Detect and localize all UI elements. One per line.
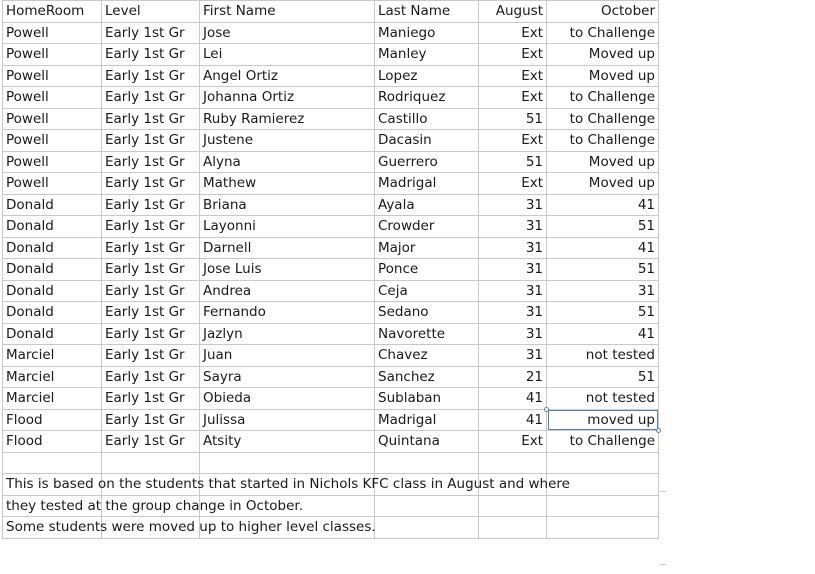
cell-homeroom[interactable]: Powell (3, 65, 102, 87)
cell-homeroom[interactable]: Donald (3, 323, 102, 345)
table-row (3, 431, 659, 453)
table-row (3, 302, 659, 324)
cell-level[interactable]: Early 1st Gr (102, 345, 200, 367)
empty-cell[interactable] (547, 452, 659, 474)
cell-october[interactable]: 51 (547, 366, 659, 388)
empty-cell[interactable] (375, 452, 479, 474)
cell-first-name[interactable]: Justene (200, 130, 375, 152)
cell-august[interactable]: 31 (479, 280, 547, 302)
cell-level[interactable]: Early 1st Gr (102, 216, 200, 238)
cell-august[interactable]: Ext (479, 130, 547, 152)
cell-level[interactable]: Early 1st Gr (102, 323, 200, 345)
cell-first-name[interactable]: Julissa (200, 409, 375, 431)
cell-first-name[interactable]: Briana (200, 194, 375, 216)
cell-august[interactable]: 31 (479, 259, 547, 281)
cell-homeroom[interactable]: Donald (3, 302, 102, 324)
cell-level[interactable]: Early 1st Gr (102, 409, 200, 431)
table-row (3, 194, 659, 216)
cell-last-name[interactable]: Ponce (375, 259, 479, 281)
cell-last-name[interactable]: Madrigal (375, 409, 479, 431)
cell-homeroom[interactable]: Powell (3, 173, 102, 195)
table-row (3, 173, 659, 195)
cell-homeroom[interactable]: Donald (3, 237, 102, 259)
cell-august[interactable]: 51 (479, 108, 547, 130)
header-cell-first-name[interactable]: First Name (200, 1, 375, 23)
note-row (3, 517, 659, 539)
table-row (3, 216, 659, 238)
cell-august[interactable]: 41 (479, 388, 547, 410)
cell-homeroom[interactable]: Donald (3, 216, 102, 238)
table-row (3, 259, 659, 281)
cell-level[interactable]: Early 1st Gr (102, 302, 200, 324)
cell-august[interactable]: 31 (479, 323, 547, 345)
cell-october[interactable]: Moved up (547, 44, 659, 66)
cell-last-name[interactable]: Crowder (375, 216, 479, 238)
cell-last-name[interactable]: Maniego (375, 22, 479, 44)
cell-last-name[interactable]: Major (375, 237, 479, 259)
empty-cell[interactable] (200, 452, 375, 474)
cell-last-name[interactable]: Ayala (375, 194, 479, 216)
cell-last-name[interactable]: Dacasin (375, 130, 479, 152)
cell-level[interactable]: Early 1st Gr (102, 22, 200, 44)
cell-october[interactable]: to Challenge (547, 22, 659, 44)
cell-october[interactable]: to Challenge (547, 108, 659, 130)
cell-october[interactable]: 41 (547, 237, 659, 259)
empty-cell[interactable] (479, 452, 547, 474)
cell-level[interactable]: Early 1st Gr (102, 388, 200, 410)
cell-level[interactable]: Early 1st Gr (102, 366, 200, 388)
empty-row (3, 452, 659, 474)
table-row (3, 108, 659, 130)
cell-last-name[interactable]: Navorette (375, 323, 479, 345)
header-cell-homeroom[interactable]: HomeRoom (3, 1, 102, 23)
cell-october[interactable]: not tested (547, 345, 659, 367)
header-row (3, 1, 659, 23)
grid-edge-line (660, 491, 666, 492)
cell-first-name[interactable]: Sayra (200, 366, 375, 388)
cell-august[interactable]: Ext (479, 431, 547, 453)
cell-homeroom[interactable]: Powell (3, 151, 102, 173)
cell-august[interactable]: Ext (479, 173, 547, 195)
table-row (3, 237, 659, 259)
cell-last-name[interactable]: Guerrero (375, 151, 479, 173)
table-row (3, 388, 659, 410)
note-cell[interactable] (3, 495, 303, 517)
cell-last-name[interactable]: Sanchez (375, 366, 479, 388)
note-row (3, 495, 659, 517)
cell-level[interactable]: Early 1st Gr (102, 431, 200, 453)
cell-first-name[interactable]: Fernando (200, 302, 375, 324)
cell-homeroom[interactable]: Donald (3, 280, 102, 302)
header-cell-august[interactable]: August (479, 1, 547, 23)
empty-cell[interactable] (547, 517, 659, 539)
cell-last-name[interactable]: Quintana (375, 431, 479, 453)
cell-level[interactable]: Early 1st Gr (102, 173, 200, 195)
cell-october[interactable]: Moved up (547, 151, 659, 173)
cell-first-name[interactable]: Ruby Ramierez (200, 108, 375, 130)
cell-first-name[interactable]: Alyna (200, 151, 375, 173)
cell-level[interactable]: Early 1st Gr (102, 108, 200, 130)
cell-homeroom[interactable]: Donald (3, 259, 102, 281)
cell-level[interactable]: Early 1st Gr (102, 65, 200, 87)
cell-homeroom[interactable]: Powell (3, 44, 102, 66)
header-cell-last-name[interactable]: Last Name (375, 1, 479, 23)
cell-august[interactable]: 51 (479, 151, 547, 173)
note-row (3, 474, 659, 496)
cell-first-name[interactable]: Johanna Ortiz (200, 87, 375, 109)
cell-august[interactable]: 31 (479, 237, 547, 259)
note-text: This is based on the students that started in Nichols KFC class in August and where (6, 476, 570, 492)
cell-homeroom[interactable]: Marciel (3, 366, 102, 388)
cell-august[interactable]: 31 (479, 216, 547, 238)
cell-last-name[interactable]: Lopez (375, 65, 479, 87)
header-cell-level[interactable]: Level (102, 1, 200, 23)
header-cell-october[interactable]: October (547, 1, 659, 23)
table-row (3, 409, 659, 431)
cell-homeroom[interactable]: Powell (3, 22, 102, 44)
cell-last-name[interactable]: Sublaban (375, 388, 479, 410)
cell-august[interactable]: 31 (479, 345, 547, 367)
cell-october[interactable]: not tested (547, 388, 659, 410)
cell-last-name[interactable]: Sedano (375, 302, 479, 324)
empty-cell[interactable] (3, 452, 102, 474)
table-row (3, 323, 659, 345)
cell-october[interactable]: 51 (547, 259, 659, 281)
cell-october[interactable]: Moved up (547, 65, 659, 87)
cell-first-name[interactable]: Jose Luis (200, 259, 375, 281)
empty-cell[interactable] (479, 495, 547, 517)
selection-handle-bottom-right[interactable] (656, 428, 661, 433)
note-text: Some students were moved up to higher level classes. (6, 519, 376, 535)
cell-last-name[interactable]: Chavez (375, 345, 479, 367)
cell-last-name[interactable]: Rodriquez (375, 87, 479, 109)
cell-first-name[interactable]: Lei (200, 44, 375, 66)
cell-level[interactable]: Early 1st Gr (102, 259, 200, 281)
cell-october[interactable]: Moved up (547, 173, 659, 195)
cell-august[interactable]: 31 (479, 194, 547, 216)
cell-last-name[interactable]: Ceja (375, 280, 479, 302)
cell-last-name[interactable]: Castillo (375, 108, 479, 130)
cell-october[interactable]: to Challenge (547, 431, 659, 453)
table-row (3, 130, 659, 152)
cell-homeroom[interactable]: Flood (3, 409, 102, 431)
cell-first-name[interactable]: Juan (200, 345, 375, 367)
cell-homeroom[interactable]: Powell (3, 87, 102, 109)
cell-first-name[interactable]: Jazlyn (200, 323, 375, 345)
cell-first-name[interactable]: Darnell (200, 237, 375, 259)
table-row (3, 345, 659, 367)
cell-level[interactable]: Early 1st Gr (102, 151, 200, 173)
empty-cell[interactable] (375, 495, 479, 517)
empty-cell[interactable] (547, 495, 659, 517)
cell-october[interactable]: to Challenge (547, 87, 659, 109)
table-row (3, 366, 659, 388)
cell-last-name[interactable]: Manley (375, 44, 479, 66)
empty-cell[interactable] (102, 452, 200, 474)
note-text: they tested at the group change in October. (6, 497, 303, 514)
cell-homeroom[interactable]: Powell (3, 130, 102, 152)
cell-october[interactable]: 51 (547, 216, 659, 238)
cell-homeroom[interactable]: Flood (3, 431, 102, 453)
cell-level[interactable]: Early 1st Gr (102, 87, 200, 109)
table-row (3, 87, 659, 109)
cell-august[interactable]: Ext (479, 87, 547, 109)
cell-october[interactable]: to Challenge (547, 130, 659, 152)
empty-cell[interactable] (375, 517, 479, 539)
selected-cell[interactable]: moved up (547, 409, 659, 431)
cell-first-name[interactable]: Obieda (200, 388, 375, 410)
table-row (3, 44, 659, 66)
cell-first-name[interactable]: Jose (200, 22, 375, 44)
cell-level[interactable]: Early 1st Gr (102, 194, 200, 216)
cell-homeroom[interactable]: Powell (3, 108, 102, 130)
cell-level[interactable]: Early 1st Gr (102, 130, 200, 152)
cell-august[interactable]: 21 (479, 366, 547, 388)
cell-last-name[interactable]: Madrigal (375, 173, 479, 195)
table-row (3, 22, 659, 44)
cell-october[interactable]: 51 (547, 302, 659, 324)
cell-august[interactable]: 41 (479, 409, 547, 431)
table-row (3, 151, 659, 173)
cell-august[interactable]: Ext (479, 22, 547, 44)
cell-october[interactable]: 41 (547, 323, 659, 345)
cell-august[interactable]: Ext (479, 44, 547, 66)
cell-first-name[interactable]: Layonni (200, 216, 375, 238)
cell-homeroom[interactable]: Donald (3, 194, 102, 216)
cell-level[interactable]: Early 1st Gr (102, 44, 200, 66)
note-cell[interactable] (3, 517, 376, 539)
cell-first-name[interactable]: Angel Ortiz (200, 65, 375, 87)
cell-august[interactable]: Ext (479, 65, 547, 87)
cell-october[interactable]: 31 (547, 280, 659, 302)
grid-edge-line (660, 564, 666, 565)
table-row (3, 65, 659, 87)
cell-first-name[interactable]: Andrea (200, 280, 375, 302)
empty-cell[interactable] (479, 517, 547, 539)
cell-first-name[interactable]: Mathew (200, 173, 375, 195)
cell-first-name[interactable]: Atsity (200, 431, 375, 453)
selection-handle-top-left[interactable] (544, 407, 549, 412)
note-cell[interactable] (3, 474, 570, 496)
cell-level[interactable]: Early 1st Gr (102, 280, 200, 302)
cell-august[interactable]: 31 (479, 302, 547, 324)
cell-homeroom[interactable]: Marciel (3, 388, 102, 410)
table-row (3, 280, 659, 302)
cell-level[interactable]: Early 1st Gr (102, 237, 200, 259)
spreadsheet-grid (2, 0, 659, 539)
cell-homeroom[interactable]: Marciel (3, 345, 102, 367)
cell-october[interactable]: 41 (547, 194, 659, 216)
